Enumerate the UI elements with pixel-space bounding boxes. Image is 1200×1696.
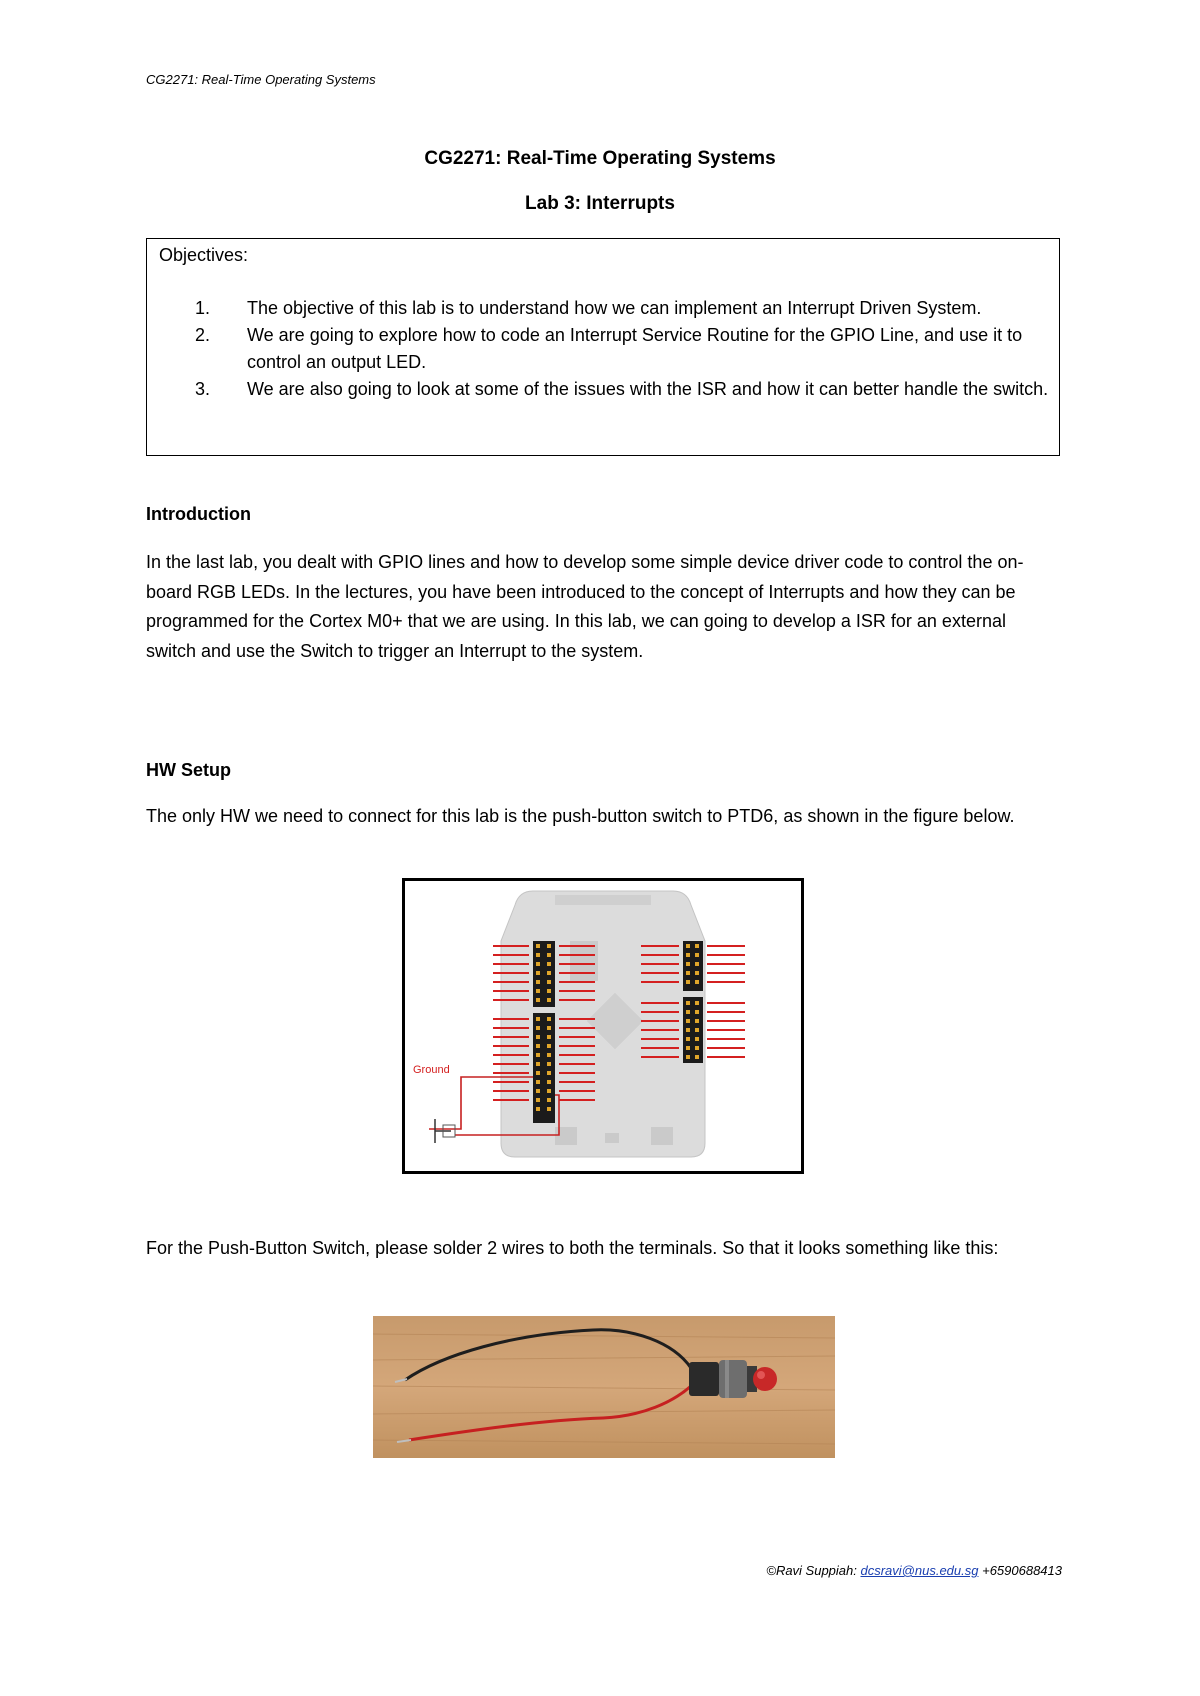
- objective-number: 2.: [195, 325, 211, 345]
- board-silkscreen: [555, 895, 651, 905]
- push-button-symbol: [435, 1119, 455, 1143]
- hw-setup-heading: HW Setup: [146, 760, 231, 780]
- objective-item: [159, 376, 1049, 403]
- objective-text: We are going to explore how to code an Interrupt Service Routine for the GPIO Line, and use it to control an output LED.: [247, 325, 1023, 372]
- board-diagram: [405, 881, 801, 1171]
- running-header: CG2271: Real-Time Operating Systems: [146, 72, 376, 87]
- objective-text: We are also going to look at some of the issues with the ISR and how it can better handle the switch.: [247, 379, 1049, 399]
- author-email-link[interactable]: dcsravi@nus.edu.sg: [860, 1563, 979, 1578]
- board-wiring-figure: [402, 878, 804, 1174]
- document-title: CG2271: Real-Time Operating Systems: [424, 148, 776, 169]
- footer-phone: +6590688413: [978, 1563, 1062, 1578]
- objective-item: [159, 295, 1049, 322]
- soldered-switch-photo: [373, 1316, 835, 1458]
- usb-connector-right: [651, 1127, 673, 1145]
- introduction-paragraph: In the last lab, you dealt with GPIO lines and how to develop some simple device driver code to control the on-board RGB LEDs. In the lectures, you have been introduced to the concept of Interrupts and how they can be programmed for the Cortex M0+ that we are using. In this lab, we can going to develop a ISR for an external switch and use the Switch to trigger an Interrupt to the system.: [146, 552, 1024, 661]
- switch-photo-illustration: [373, 1316, 835, 1458]
- lab-title: Lab 3: Interrupts: [525, 193, 675, 214]
- page-footer: [766, 1563, 1062, 1578]
- objective-item: [159, 322, 1049, 376]
- objectives-list: [159, 295, 1049, 403]
- footer-author: ©Ravi Suppiah:: [766, 1563, 861, 1578]
- objective-text: The objective of this lab is to understand how we can implement an Interrupt Driven System.: [247, 298, 982, 318]
- introduction-heading: Introduction: [146, 504, 251, 524]
- objective-number: 3.: [195, 379, 211, 399]
- ground-label: Ground: [413, 1064, 450, 1076]
- objectives-heading: Objectives:: [159, 245, 249, 265]
- reset-button: [605, 1133, 619, 1143]
- objective-number: 1.: [195, 298, 211, 318]
- push-button-paragraph: For the Push-Button Switch, please solder 2 wires to both the terminals. So that it looks something like this:: [146, 1238, 999, 1258]
- objectives-box: [146, 238, 1060, 456]
- hw-setup-paragraph: The only HW we need to connect for this lab is the push-button switch to PTD6, as shown in the figure below.: [146, 806, 1015, 826]
